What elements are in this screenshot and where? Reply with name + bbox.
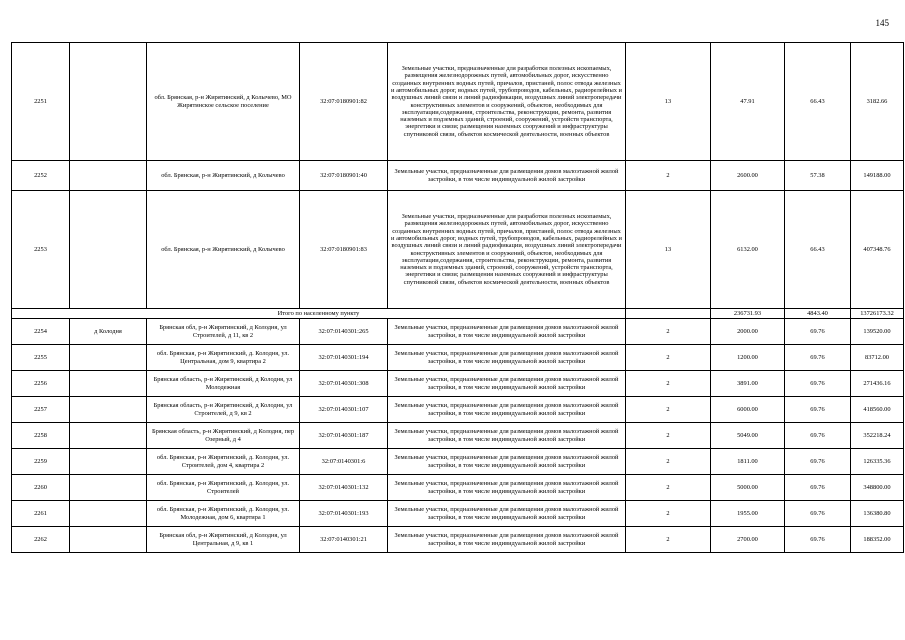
table-row xyxy=(12,475,904,501)
land-use-description: Земельные участки, предназначенные для размещения домов малоэтажной жилой застройки, в том числе индивидуальной жилой застройки xyxy=(388,449,626,475)
cadastral-value: 149188.00 xyxy=(851,161,904,191)
table-row xyxy=(12,449,904,475)
area-value: 5000.00 xyxy=(711,475,785,501)
cadastral-value: 136380.80 xyxy=(851,501,904,527)
address-cell: обл. Брянская, р-н Жирятинский, д Колычево xyxy=(147,161,300,191)
cadastral-number: 32:07:0140301:194 xyxy=(300,345,388,371)
cadastral-number: 32:07:0140301:187 xyxy=(300,423,388,449)
settlement-cell xyxy=(70,371,147,397)
use-group-code: 2 xyxy=(626,397,711,423)
area-value: 2700.00 xyxy=(711,527,785,553)
rate-value: 69.76 xyxy=(785,423,851,449)
row-number: 2252 xyxy=(12,161,70,191)
total-area: 236731.93 xyxy=(711,309,785,319)
row-number: 2253 xyxy=(12,191,70,309)
use-group-code: 13 xyxy=(626,43,711,161)
settlement-cell xyxy=(70,475,147,501)
table-row xyxy=(12,397,904,423)
land-use-description: Земельные участки, предназначенные для разработки полезных ископаемых, размещения железнодорожных путей, автомобильных дорог, искусственно созданных внутренних водных путей, причалов, пристаней, полос отвода железных и автомобильных дорог, водных путей, трубопроводов, кабельных, радиорелейных и воздушных линий связи и линий радиофикации, воздушных линий электропередачи конструктивных элементов и сооружений, объектов, необходимых для эксплуатации,содержания, строительства, реконструкции, ремонта, развития наземных и подземных зданий, строений, сооружений, устройств транспорта, энергетики и связи; размещения наземных сооружений и инфраструктуры спутниковой связи, объектов космической деятельности, военных объектов xyxy=(388,191,626,309)
rate-value: 69.76 xyxy=(785,475,851,501)
rate-value: 69.76 xyxy=(785,501,851,527)
area-value: 47.91 xyxy=(711,43,785,161)
rate-value: 57.38 xyxy=(785,161,851,191)
row-number: 2257 xyxy=(12,397,70,423)
area-value: 1955.00 xyxy=(711,501,785,527)
address-cell: обл. Брянская, р-н Жирятинский, д. Колодня, ул. Молодежная, дом 6, квартира 1 xyxy=(147,501,300,527)
use-group-code: 2 xyxy=(626,475,711,501)
area-value: 6000.00 xyxy=(711,397,785,423)
row-number: 2258 xyxy=(12,423,70,449)
address-cell: обл. Брянская, р-н Жирятинский, д Колычево, МО Жирятинское сельское поселение xyxy=(147,43,300,161)
use-group-code: 2 xyxy=(626,371,711,397)
cadastral-value: 83712.00 xyxy=(851,345,904,371)
land-register-table xyxy=(11,42,904,553)
area-value: 2600.00 xyxy=(711,161,785,191)
cadastral-value: 188352.00 xyxy=(851,527,904,553)
cadastral-value: 418560.00 xyxy=(851,397,904,423)
cadastral-value: 139520.00 xyxy=(851,319,904,345)
total-rate: 4843.40 xyxy=(785,309,851,319)
table-row xyxy=(12,371,904,397)
cadastral-number: 32:07:0140301:193 xyxy=(300,501,388,527)
table-row xyxy=(12,319,904,345)
use-group-code: 13 xyxy=(626,191,711,309)
cadastral-value: 352218.24 xyxy=(851,423,904,449)
table-row xyxy=(12,43,904,161)
use-group-code: 2 xyxy=(626,449,711,475)
land-use-description: Земельные участки, предназначенные для размещения домов малоэтажной жилой застройки, в том числе индивидуальной жилой застройки xyxy=(388,475,626,501)
table-row xyxy=(12,345,904,371)
address-cell: Брянская обл, р-н Жирятинский, д Колодня, ул Центральная, д 9, кв 1 xyxy=(147,527,300,553)
address-cell: обл. Брянская, р-н Жирятинский, д. Колодня, ул. Центральная, дом 9, квартира 2 xyxy=(147,345,300,371)
row-number: 2259 xyxy=(12,449,70,475)
settlement-name: д Колодня xyxy=(70,319,147,345)
settlement-cell xyxy=(70,191,147,309)
total-label: Итого по населенному пункту xyxy=(12,309,626,319)
total-value: 13726173.32 xyxy=(851,309,904,319)
cadastral-number: 32:07:0180901:82 xyxy=(300,43,388,161)
cadastral-number: 32:07:0140301:21 xyxy=(300,527,388,553)
total-code-cell xyxy=(626,309,711,319)
row-number: 2261 xyxy=(12,501,70,527)
table-row xyxy=(12,527,904,553)
address-cell: обл. Брянская, р-н Жирятинский, д. Колодня, ул. Строителей, дом 4, квартира 2 xyxy=(147,449,300,475)
row-number: 2255 xyxy=(12,345,70,371)
settlement-cell xyxy=(70,43,147,161)
settlement-cell xyxy=(70,501,147,527)
land-use-description: Земельные участки, предназначенные для размещения домов малоэтажной жилой застройки, в том числе индивидуальной жилой застройки xyxy=(388,397,626,423)
land-use-description: Земельные участки, предназначенные для размещения домов малоэтажной жилой застройки, в том числе индивидуальной жилой застройки xyxy=(388,345,626,371)
rate-value: 69.76 xyxy=(785,397,851,423)
area-value: 5049.00 xyxy=(711,423,785,449)
cadastral-number: 32:07:0140301:308 xyxy=(300,371,388,397)
cadastral-value: 3182.66 xyxy=(851,43,904,161)
cadastral-number: 32:07:0140301:107 xyxy=(300,397,388,423)
table-row xyxy=(12,501,904,527)
rate-value: 69.76 xyxy=(785,527,851,553)
settlement-cell xyxy=(70,449,147,475)
cadastral-value: 271436.16 xyxy=(851,371,904,397)
rate-value: 66.43 xyxy=(785,43,851,161)
area-value: 2000.00 xyxy=(711,319,785,345)
rate-value: 69.76 xyxy=(785,371,851,397)
cadastral-number: 32:07:0180901:83 xyxy=(300,191,388,309)
address-cell: Брянская область, р-н Жирятинский, д Колодня, пер Озерный, д 4 xyxy=(147,423,300,449)
area-value: 3891.00 xyxy=(711,371,785,397)
table-row xyxy=(12,423,904,449)
use-group-code: 2 xyxy=(626,345,711,371)
use-group-code: 2 xyxy=(626,423,711,449)
use-group-code: 2 xyxy=(626,319,711,345)
rate-value: 69.76 xyxy=(785,345,851,371)
land-use-description: Земельные участки, предназначенные для размещения домов малоэтажной жилой застройки, в том числе индивидуальной жилой застройки xyxy=(388,527,626,553)
area-value: 6132.00 xyxy=(711,191,785,309)
cadastral-number: 32:07:0140301:265 xyxy=(300,319,388,345)
cadastral-number: 32:07:0140301:132 xyxy=(300,475,388,501)
rate-value: 69.76 xyxy=(785,449,851,475)
land-use-description: Земельные участки, предназначенные для размещения домов малоэтажной жилой застройки, в том числе индивидуальной жилой застройки xyxy=(388,371,626,397)
row-number: 2256 xyxy=(12,371,70,397)
settlement-cell xyxy=(70,345,147,371)
settlement-cell xyxy=(70,397,147,423)
address-cell: Брянская область, р-н Жирятинский, д Колодня, ул Молодежная xyxy=(147,371,300,397)
table-row xyxy=(12,161,904,191)
settlement-cell xyxy=(70,423,147,449)
land-use-description: Земельные участки, предназначенные для размещения домов малоэтажной жилой застройки, в том числе индивидуальной жилой застройки xyxy=(388,423,626,449)
use-group-code: 2 xyxy=(626,527,711,553)
land-use-description: Земельные участки, предназначенные для размещения домов малоэтажной жилой застройки, в том числе индивидуальной жилой застройки xyxy=(388,161,626,191)
settlement-cell xyxy=(70,161,147,191)
use-group-code: 2 xyxy=(626,161,711,191)
use-group-code: 2 xyxy=(626,501,711,527)
cadastral-value: 126335.36 xyxy=(851,449,904,475)
settlement-cell xyxy=(70,527,147,553)
table-row xyxy=(12,191,904,309)
cadastral-value: 348800.00 xyxy=(851,475,904,501)
land-use-description: Земельные участки, предназначенные для размещения домов малоэтажной жилой застройки, в том числе индивидуальной жилой застройки xyxy=(388,319,626,345)
area-value: 1811.00 xyxy=(711,449,785,475)
cadastral-number: 32:07:0180901:40 xyxy=(300,161,388,191)
land-use-description: Земельные участки, предназначенные для размещения домов малоэтажной жилой застройки, в том числе индивидуальной жилой застройки xyxy=(388,501,626,527)
area-value: 1200.00 xyxy=(711,345,785,371)
page-number: 145 xyxy=(875,18,889,28)
rate-value: 66.43 xyxy=(785,191,851,309)
cadastral-number: 32:07:0140301:6 xyxy=(300,449,388,475)
address-cell: Брянская область, р-н Жирятинский, д Колодня, ул Строителей, д 9, кв 2 xyxy=(147,397,300,423)
row-number: 2254 xyxy=(12,319,70,345)
row-number: 2260 xyxy=(12,475,70,501)
land-use-description: Земельные участки, предназначенные для разработки полезных ископаемых, размещения железнодорожных путей, автомобильных дорог, искусственно созданных внутренних водных путей, причалов, пристаней, полос отвода железных и автомобильных дорог, водных путей, трубопроводов, кабельных, радиорелейных и воздушных линий связи и линий радиофикации, воздушных линий электропередачи конструктивных элементов и сооружений, объектов, необходимых для эксплуатации,содержания, строительства, реконструкции, ремонта, развития наземных и подземных зданий, строений, сооружений, устройств транспорта, энергетики и связи; размещения наземных сооружений и инфраструктуры спутниковой связи, объектов космической деятельности, военных объектов xyxy=(388,43,626,161)
row-number: 2262 xyxy=(12,527,70,553)
total-row xyxy=(12,309,904,319)
address-cell: обл. Брянская, р-н Жирятинский, д. Колодня, ул. Строителей xyxy=(147,475,300,501)
rate-value: 69.76 xyxy=(785,319,851,345)
address-cell: обл. Брянская, р-н Жирятинский, д Колычево xyxy=(147,191,300,309)
cadastral-value: 407348.76 xyxy=(851,191,904,309)
row-number: 2251 xyxy=(12,43,70,161)
address-cell: Брянская обл, р-н Жирятинский, д Колодня, ул Строителей, д 11, кв 2 xyxy=(147,319,300,345)
